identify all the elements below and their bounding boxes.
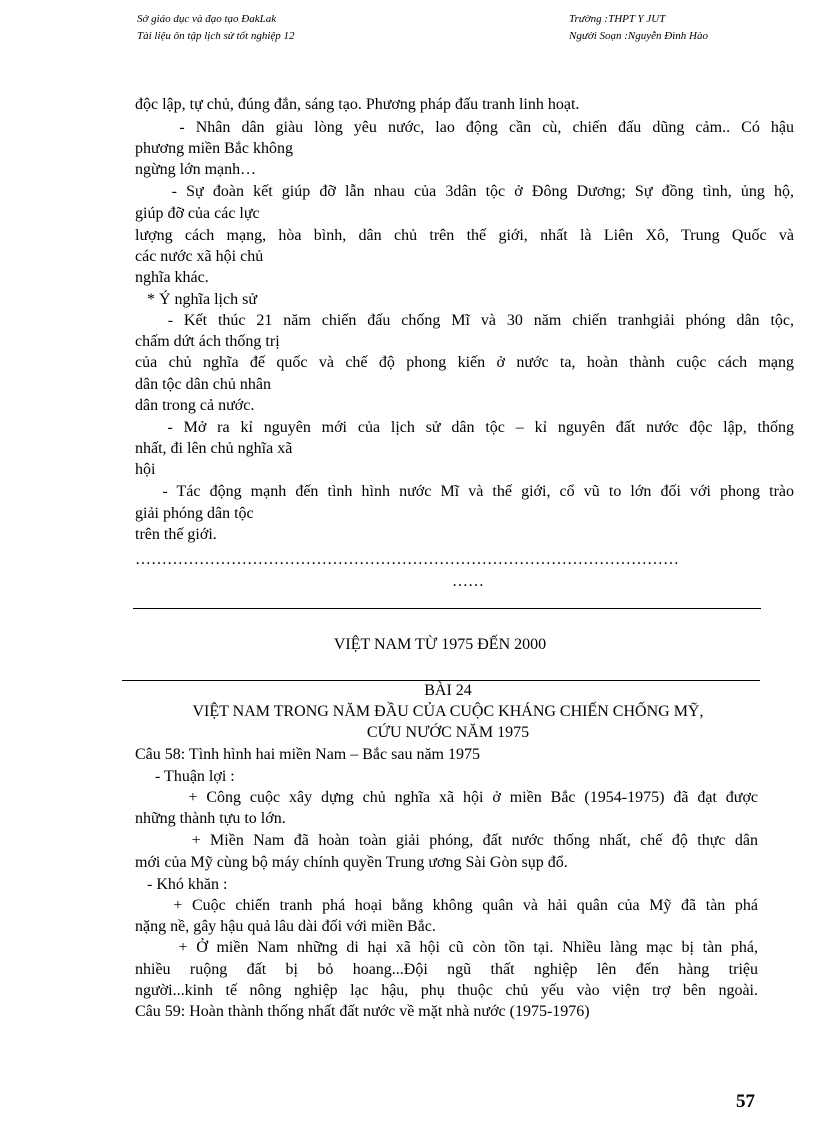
question-heading: Câu 58: Tình hình hai miền Nam – Bắc sau năm 1975 — [135, 746, 480, 763]
text-line: dân tộc dân chủ nhân — [135, 376, 271, 393]
text-line: + Ở miền Nam những di hại xã hội cũ còn tồn tại. Nhiều làng mạc bị tàn phá, — [135, 939, 758, 956]
text-line: trên thế giới. — [135, 526, 217, 543]
page-number: 57 — [736, 1091, 755, 1112]
text-line: - Khó khăn : — [135, 876, 228, 893]
text-line: + Miền Nam đã hoàn toàn giải phóng, đất nước thống nhất, chế độ thực dân — [135, 832, 758, 849]
text-line: phương miền Bắc không — [135, 140, 293, 157]
text-line: nghĩa khác. — [135, 269, 209, 286]
text-line: mới của Mỹ cùng bộ máy chính quyền Trung ương Sài Gòn sụp đổ. — [135, 854, 568, 871]
text-line: lượng cách mạng, hòa bình, dân chủ trên thế giới, nhất là Liên Xô, Trung Quốc và — [135, 227, 794, 244]
lesson-title-line-1: VIỆT NAM TRONG NĂM ĐẦU CỦA CUỘC KHÁNG CHIẾN CHỐNG MỸ, — [192, 703, 704, 720]
text-line: + Công cuộc xây dựng chủ nghĩa xã hội ở miền Bắc (1954-1975) đã đạt được — [135, 789, 758, 806]
text-line: các nước xã hội chủ — [135, 248, 264, 265]
header-right-line-2: Người Soạn :Nguyễn Đình Hào — [569, 30, 708, 42]
text-line: giải phóng dân tộc — [135, 505, 254, 522]
lesson-title-line-2: CỨU NƯỚC NĂM 1975 — [366, 724, 530, 741]
text-line: nhất, đi lên chủ nghĩa xã — [135, 440, 293, 457]
text-line: người...kinh tế nông nghiệp lạc hậu, phụ thuộc chủ yếu vào viện trợ bên ngoài. — [135, 982, 758, 999]
text-line: nặng nề, gây hậu quả lâu dài đối với miền Bắc. — [135, 918, 436, 935]
dotted-separator-tail: …… — [452, 573, 484, 590]
lesson-number: BÀI 24 — [424, 682, 472, 699]
text-line: những thành tựu to lớn. — [135, 810, 286, 827]
text-line: ngừng lớn mạnh… — [135, 161, 257, 178]
text-line: - Kết thúc 21 năm chiến đấu chống Mĩ và 30 năm chiến tranhgiải phóng dân tộc, — [135, 312, 794, 329]
text-line: giúp đỡ của các lực — [135, 205, 260, 222]
text-line: của chủ nghĩa đế quốc và chế độ phong kiến ở nước ta, hoàn thành cuộc cách mạng — [135, 354, 794, 371]
text-line: chấm dứt ách thống trị — [135, 333, 280, 350]
header-left-line-2: Tài liệu ôn tập lịch sử tốt nghiệp 12 — [137, 30, 295, 42]
text-line: độc lập, tự chủ, đúng đắn, sáng tạo. Phương pháp đấu tranh linh hoạt. — [135, 96, 580, 113]
text-line: - Nhân dân giàu lòng yêu nước, lao động cần cù, chiến đấu dũng cảm.. Có hậu — [135, 119, 794, 136]
text-line: - Mở ra kỉ nguyên mới của lịch sử dân tộc – kỉ nguyên đất nước độc lập, thống — [135, 419, 794, 436]
text-line: nhiều ruộng đất bị bỏ hoang...Đội ngũ thất nghiệp lên đến hàng triệu — [135, 961, 758, 978]
text-line: - Tác động mạnh đến tình hình nước Mĩ và thế giới, cổ vũ to lớn đối với phong trào — [135, 483, 794, 500]
text-line: * Ý nghĩa lịch sử — [135, 291, 257, 308]
text-line: - Thuận lợi : — [135, 768, 235, 785]
dotted-separator: ………………………………………………………………………………………… — [135, 551, 679, 568]
chapter-title: VIỆT NAM TỪ 1975 ĐẾN 2000 — [333, 636, 547, 653]
text-line: hội — [135, 461, 156, 478]
header-left-line-1: Sở giáo dục và đạo tạo ĐakLak — [137, 13, 277, 25]
text-line: dân trong cả nước. — [135, 397, 255, 414]
text-line: + Cuộc chiến tranh phá hoại bằng không quân và hải quân của Mỹ đã tàn phá — [135, 897, 758, 914]
text-line: - Sự đoàn kết giúp đỡ lẫn nhau của 3dân tộc ở Đông Dương; Sự đồng tình, ủng hộ, — [135, 183, 794, 200]
horizontal-rule — [133, 608, 761, 609]
question-heading: Câu 59: Hoàn thành thống nhất đất nước về mặt nhà nước (1975-1976) — [135, 1003, 590, 1020]
header-right-line-1: Trường :THPT Y JUT — [569, 13, 666, 25]
